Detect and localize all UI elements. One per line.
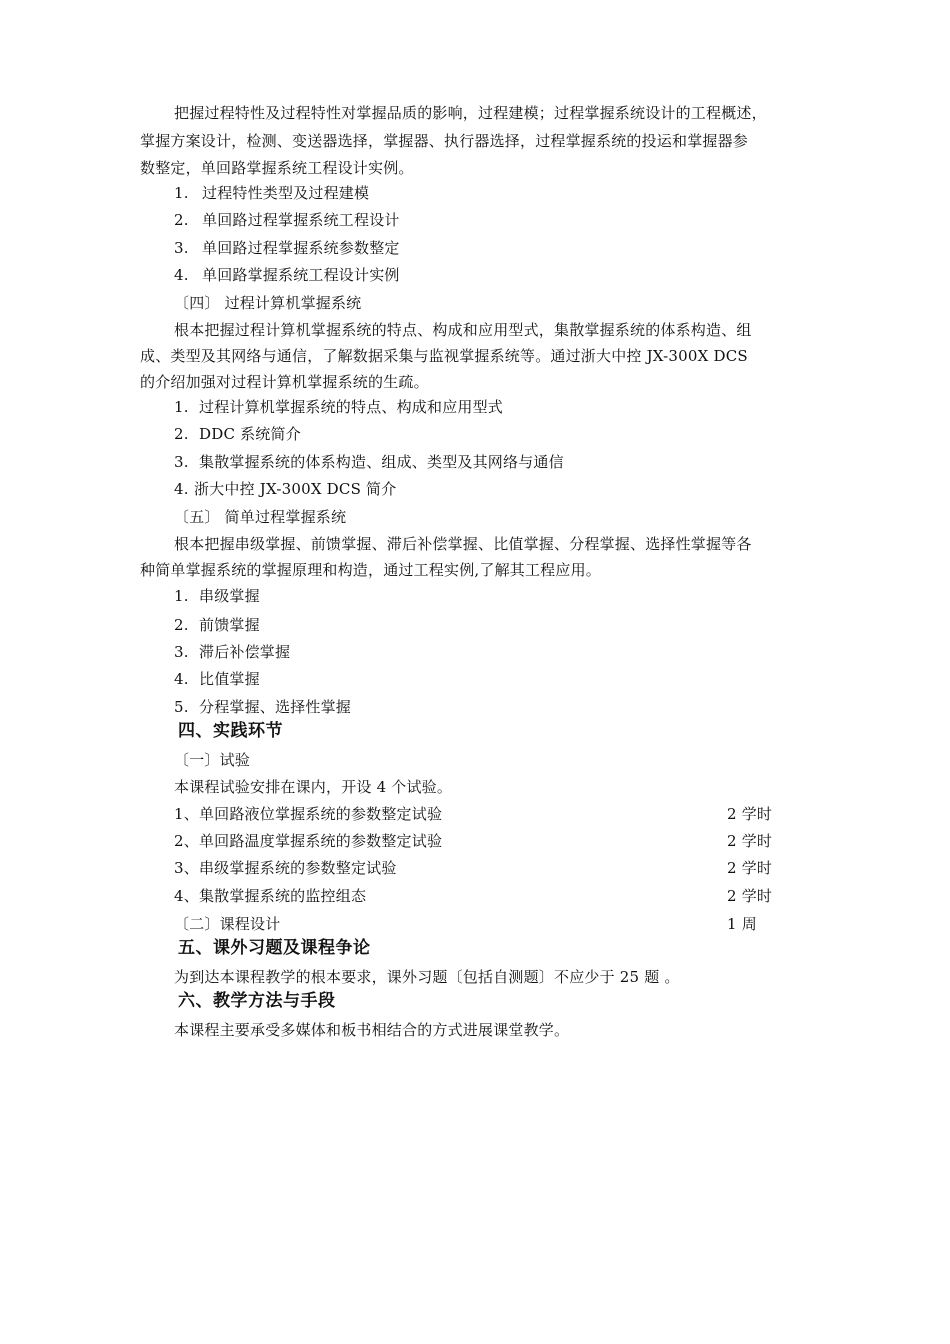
list-item: 2. 单回路过程掌握系统工程设计 <box>174 211 400 229</box>
section-heading: 四、实践环节 <box>178 721 283 741</box>
list-item: 3. 滞后补偿掌握 <box>174 643 291 661</box>
section-heading: 六、教学方法与手段 <box>178 991 336 1011</box>
paragraph-line: 根本把握过程计算机掌握系统的特点、构成和应用型式，集散掌握系统的体系构造、组 <box>174 321 752 339</box>
paragraph-line: 本课程试验安排在课内，开设 4 个试验。 <box>174 778 453 796</box>
list-item: 4. 比值掌握 <box>174 670 260 688</box>
experiment-hours: 2 学时 <box>727 805 773 823</box>
subsection-title: 〔一〕试验 <box>174 751 251 769</box>
paragraph-line: 的介绍加强对过程计算机掌握系统的生疏。 <box>140 373 429 391</box>
experiment-row: 3、串级掌握系统的参数整定试验 2 学时 <box>174 859 773 877</box>
course-design-row: 〔二〕课程设计 1 周 <box>174 915 757 933</box>
list-item: 1. 过程特性类型及过程建模 <box>174 184 370 202</box>
paragraph-line: 为到达本课程教学的根本要求，课外习题〔包括自测题〕不应少于 25 题 。 <box>174 968 680 986</box>
list-item: 3. 单回路过程掌握系统参数整定 <box>174 239 400 257</box>
list-item: 3. 集散掌握系统的体系构造、组成、类型及其网络与通信 <box>174 453 564 471</box>
paragraph-line: 根本把握串级掌握、前馈掌握、滞后补偿掌握、比值掌握、分程掌握、选择性掌握等各 <box>174 535 752 553</box>
experiment-hours: 2 学时 <box>727 887 773 905</box>
experiment-hours: 2 学时 <box>727 832 773 850</box>
experiment-row: 4、集散掌握系统的监控组态 2 学时 <box>174 887 773 905</box>
design-duration: 1 周 <box>727 915 757 933</box>
list-item: 5. 分程掌握、选择性掌握 <box>174 698 352 716</box>
paragraph-line: 掌握方案设计，检测、变送器选择，掌握器、执行器选择，过程掌握系统的投运和掌握器参 <box>140 132 749 150</box>
list-item: 2. 前馈掌握 <box>174 616 260 634</box>
paragraph-line: 把握过程特性及过程特性对掌握品质的影响，过程建模；过程掌握系统设计的工程概述， <box>174 104 767 122</box>
experiment-hours: 2 学时 <box>727 859 773 877</box>
experiment-row: 1、单回路液位掌握系统的参数整定试验 2 学时 <box>174 805 773 823</box>
list-item: 2. DDC 系统简介 <box>174 425 301 443</box>
paragraph-line: 种简单掌握系统的掌握原理和构造，通过工程实例,了解其工程应用。 <box>140 561 601 579</box>
paragraph-line: 本课程主要承受多媒体和板书相结合的方式进展课堂教学。 <box>174 1021 570 1039</box>
list-item: 1. 串级掌握 <box>174 587 260 605</box>
section-title: 〔四〕 过程计算机掌握系统 <box>174 294 362 312</box>
section-title: 〔五〕 简单过程掌握系统 <box>174 508 347 526</box>
paragraph-line: 成、类型及其网络与通信，了解数据采集与监视掌握系统等。通过浙大中控 JX-300X DCS <box>140 347 748 365</box>
paragraph-line: 数整定，单回路掌握系统工程设计实例。 <box>140 159 414 177</box>
list-item: 4. 单回路掌握系统工程设计实例 <box>174 266 400 284</box>
list-item: 1. 过程计算机掌握系统的特点、构成和应用型式 <box>174 398 504 416</box>
list-item: 4. 浙大中控 JX-300X DCS 简介 <box>174 480 397 498</box>
experiment-row: 2、单回路温度掌握系统的参数整定试验 2 学时 <box>174 832 773 850</box>
section-heading: 五、课外习题及课程争论 <box>178 938 371 958</box>
